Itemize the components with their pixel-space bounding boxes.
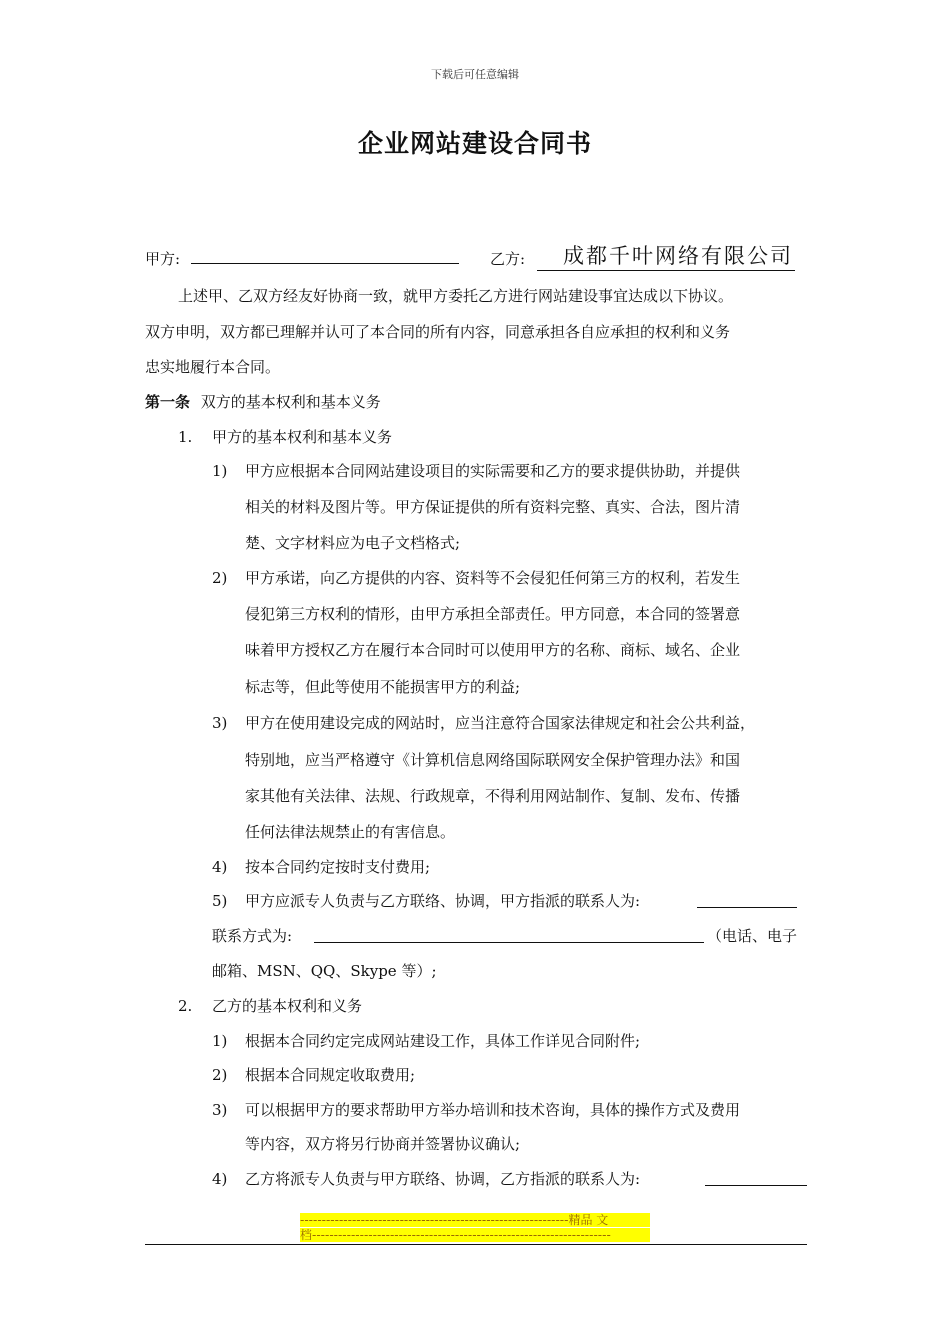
s1-item-5-text: 甲方应派专人负责与乙方联络、协调，甲方指派的联系人为: (245, 892, 641, 910)
intro-line-1: 上述甲、乙双方经友好协商一致，就甲方委托乙方进行网站建设事宜达成以下协议。 (178, 287, 734, 305)
s1-item-1-line-1: 甲方应根据本合同网站建设项目的实际需要和乙方的要求提供协助，并提供 (245, 462, 741, 480)
contact-method-tail: 邮箱、MSN、QQ、Skype 等）; (212, 962, 437, 980)
s2-item-3-num: 3) (212, 1101, 228, 1119)
article-1-title: 双方的基本权利和基本义务 (200, 393, 381, 411)
s2-item-3-line-2: 等内容，双方将另行协商并签署协议确认; (245, 1135, 521, 1153)
contact-method-suffix: （电话、电子 (707, 927, 798, 945)
party-a (145, 249, 459, 269)
s1-item-3-line-2: 特别地，应当严格遵守《计算机信息网络国际联网安全保护管理办法》和国 (245, 751, 741, 769)
contact-method-blank (314, 942, 704, 943)
party-b-name-field (537, 240, 795, 271)
s1-item-4-num: 4) (212, 858, 228, 876)
party-a-blank (191, 249, 459, 264)
s1-item-5-num: 5) (212, 892, 228, 910)
party-a-contact-person-blank (697, 907, 797, 908)
s1-item-1-line-2: 相关的材料及图片等。甲方保证提供的所有资料完整、真实、合法，图片清 (245, 498, 741, 516)
party-b-contact-person-blank (705, 1185, 807, 1186)
s2-item-4-num: 4) (212, 1170, 228, 1188)
s2-item-1-num: 1) (212, 1032, 228, 1050)
watermark-line-2: 档--------------------------------------------------------------------- (300, 1228, 650, 1242)
watermark-line-1: --------------------------------------------------------------精品 文 (300, 1213, 650, 1227)
s1-item-3-line-4: 任何法律法规禁止的有害信息。 (245, 823, 456, 841)
document-title: 企业网站建设合同书 (357, 129, 592, 158)
party-b-label: 乙方: (490, 250, 526, 268)
party-b-name: 成都千叶网络有限公司 (563, 244, 793, 268)
s1-item-2-line-1: 甲方承诺，向乙方提供的内容、资料等不会侵犯任何第三方的权利，若发生 (245, 569, 741, 587)
s1-item-1-line-3: 楚、文字材料应为电子文档格式; (245, 534, 461, 552)
s1-item-4-line-1: 按本合同约定按时支付费用; (245, 858, 431, 876)
s1-item-3-num: 3) (212, 714, 228, 732)
s1-item-2-num: 2) (212, 569, 228, 587)
s1-item-1-num: 1) (212, 462, 228, 480)
s1-item-2-line-3: 味着甲方授权乙方在履行本合同时可以使用甲方的名称、商标、域名、企业 (245, 641, 741, 659)
footer-divider (145, 1244, 807, 1245)
header-note: 下载后可任意编辑 (431, 68, 519, 81)
s2-item-2-num: 2) (212, 1066, 228, 1084)
s1-item-5-line-1 (245, 891, 640, 911)
section-2-title: 乙方的基本权利和义务 (212, 997, 363, 1015)
s2-item-2-line-1: 根据本合同规定收取费用; (245, 1066, 416, 1084)
party-b (490, 249, 525, 269)
section-1-num: 1. (178, 428, 193, 446)
s2-item-4-line-1: 乙方将派专人负责与甲方联络、协调，乙方指派的联系人为: (245, 1170, 641, 1188)
article-1-heading (145, 392, 381, 412)
s2-item-3-line-1: 可以根据甲方的要求帮助甲方举办培训和技术咨询，具体的操作方式及费用 (245, 1101, 741, 1119)
section-2-num: 2. (178, 997, 193, 1015)
s1-item-2-line-2: 侵犯第三方权利的情形，由甲方承担全部责任。甲方同意，本合同的签署意 (245, 605, 741, 623)
article-1-label: 第一条 (145, 393, 191, 411)
contact-method-label: 联系方式为: (212, 927, 293, 945)
s2-item-1-line-1: 根据本合同约定完成网站建设工作，具体工作详见合同附件; (245, 1032, 641, 1050)
intro-line-3: 忠实地履行本合同。 (145, 358, 281, 376)
intro-line-2: 双方申明，双方都已理解并认可了本合同的所有内容，同意承担各自应承担的权利和义务 (145, 323, 731, 341)
s1-item-2-line-4: 标志等，但此等使用不能损害甲方的利益; (245, 678, 521, 696)
party-a-label: 甲方: (145, 250, 181, 268)
s1-item-3-line-1: 甲方在使用建设完成的网站时，应当注意符合国家法律规定和社会公共利益， (245, 714, 756, 732)
section-1-title: 甲方的基本权利和基本义务 (212, 428, 393, 446)
s1-item-3-line-3: 家其他有关法律、法规、行政规章，不得利用网站制作、复制、发布、传播 (245, 787, 741, 805)
